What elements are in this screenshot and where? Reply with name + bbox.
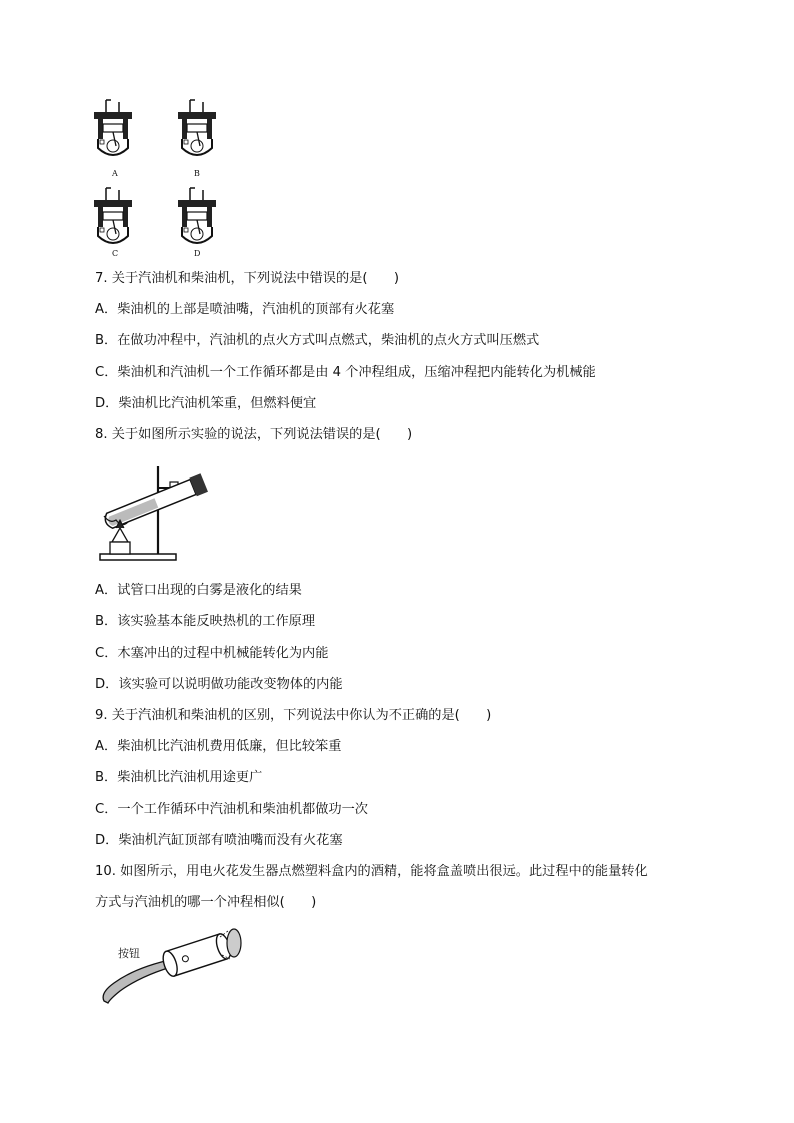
q8-option-a: A．试管口出现的白雾是液化的结果 <box>95 583 302 598</box>
q9-option-d: D．柴油机汽缸顶部有喷油嘴而没有火花塞 <box>95 833 343 848</box>
q9-option-b: B．柴油机比汽油机用途更广 <box>95 770 263 785</box>
engine-stroke-drawing <box>92 98 232 263</box>
q9-stem: 9. 关于汽油机和柴油机的区别，下列说法中你认为不正确的是( ) <box>95 708 492 723</box>
q7-stem: 7. 关于汽油机和柴油机，下列说法中错误的是( ) <box>95 271 399 286</box>
engine-a-diagram <box>94 100 132 155</box>
test-tube-drawing <box>96 462 218 566</box>
q8-option-d: D．该实验可以说明做功能改变物体的内能 <box>95 677 343 692</box>
engine-label-b: B <box>194 169 200 178</box>
engine-label-c: C <box>112 249 119 258</box>
engine-c-diagram <box>94 188 132 243</box>
q8-option-b: B．该实验基本能反映热机的工作原理 <box>95 614 316 629</box>
q10-stem-line1: 10. 如图所示，用电火花发生器点燃塑料盒内的酒精，能将盒盖喷出很远。此过程中的能量转化 <box>95 864 648 879</box>
engine-label-a: A <box>112 169 118 178</box>
engine-label-d: D <box>194 249 201 258</box>
engine-d-diagram <box>178 188 216 243</box>
q9-option-a: A．柴油机比汽油机费用低廉，但比较笨重 <box>95 739 342 754</box>
q9-option-c: C．一个工作循环中汽油机和柴油机都做功一次 <box>95 802 368 817</box>
spark-generator-figure <box>96 925 246 1009</box>
q8-stem: 8. 关于如图所示实验的说法，下列说法错误的是( ) <box>95 427 413 442</box>
engine-b-diagram <box>178 100 216 155</box>
q8-option-c: C．木塞冲出的过程中机械能转化为内能 <box>95 646 329 661</box>
engine-stroke-figure <box>92 98 232 263</box>
spark-generator-drawing <box>96 925 246 1009</box>
spark-button-label: 按钮 <box>118 947 140 960</box>
q7-option-d: D．柴油机比汽油机笨重，但燃料便宜 <box>95 396 317 411</box>
q7-option-b: B．在做功冲程中，汽油机的点火方式叫点燃式，柴油机的点火方式叫压燃式 <box>95 333 540 348</box>
test-tube-experiment-figure <box>96 462 218 566</box>
q10-stem-line2: 方式与汽油机的哪一个冲程相似( ) <box>95 895 317 910</box>
q7-option-a: A．柴油机的上部是喷油嘴，汽油机的顶部有火花塞 <box>95 302 395 317</box>
q7-option-c: C．柴油机和汽油机一个工作循环都是由 4 个冲程组成，压缩冲程把内能转化为机械能 <box>95 365 596 380</box>
